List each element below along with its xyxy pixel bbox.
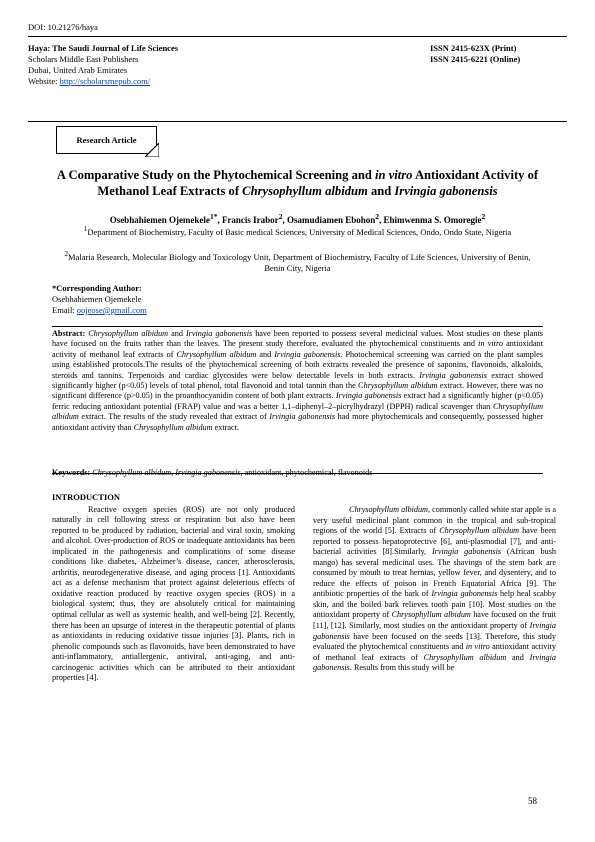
abstract-text: extract. The results of the study revealed that extract of bbox=[78, 412, 270, 422]
affiliation-2 bbox=[60, 249, 535, 274]
intro-text: have focused on the fruit [11], [12]. Similarly, most studies on the antioxidant property of bbox=[313, 610, 556, 631]
article-title bbox=[40, 168, 555, 199]
email-link[interactable]: oojeose@gmail.com bbox=[76, 305, 147, 315]
title-species1: Chrysophyllum albidum bbox=[242, 183, 368, 198]
keywords-rest: , antioxidant, phytochemical, flavonoids bbox=[240, 468, 373, 477]
email-label: Email: bbox=[52, 305, 77, 315]
abstract-text: had more phytochemicals and consequently, possessed higher antioxidant activity than bbox=[52, 412, 543, 432]
corresponding-author bbox=[52, 283, 147, 316]
abstract-text: and bbox=[256, 349, 275, 359]
website-label: Website: bbox=[28, 76, 60, 86]
author-name: Ehimwenma S. Omoregie bbox=[383, 215, 482, 225]
affiliation-sup: 1 bbox=[83, 225, 88, 233]
issn-block bbox=[430, 43, 520, 65]
abstract-text: extract. However, there was no significant difference (p>0.05) in the proanthocyanidin content of both plant extracts. bbox=[52, 381, 543, 401]
species-name: Irvingia gabonensis. bbox=[274, 349, 343, 359]
abstract-text: and bbox=[168, 329, 186, 338]
author-sup: 1* bbox=[209, 212, 218, 221]
author-sup: 2 bbox=[481, 212, 486, 221]
author-name: Osamudiamen Ebohon bbox=[286, 215, 376, 225]
keywords bbox=[52, 468, 543, 477]
intro-text: antioxidant activity of methanol leaf extracts of bbox=[313, 642, 556, 662]
keywords-species: Chrysophyllum albidum, Irvingia gabonensis bbox=[90, 468, 241, 477]
author-list: Osebhahiemen Ojemekele$^{1*}$, Francis Irabor$^2$, Osamudiamen Ebohon$^2$, Ehimwenma S. Omoregie$^2$ bbox=[109, 212, 486, 225]
affiliation-text: Department of Biochemistry, Faculty of Basic medical Sciences, University of Medical Sciences, Ondo, Ondo State, Nigeria bbox=[87, 226, 512, 237]
author-sup: 2 bbox=[278, 212, 283, 221]
affiliation-text: Malaria Research, Molecular Biology and Toxicology Unit, Department of Biochemistry, Faculty of Life Sciences, University of Benin, Benin City, Nigeria bbox=[68, 251, 531, 273]
article-type-box bbox=[56, 126, 157, 154]
section-heading: INTRODUCTION bbox=[52, 492, 121, 502]
species-name: Chrysophyllum albidum bbox=[133, 422, 213, 432]
intro-text: help heal scabby skin, and the boiled bark relieves tooth pain [10]. Most studies on the antioxidant property of bbox=[313, 589, 556, 620]
abstract-text: antioxidant activity of methanol leaf extracts of bbox=[52, 339, 543, 359]
intro-text: and bbox=[506, 652, 530, 662]
species-name: Irvingia gabonensis bbox=[313, 652, 556, 673]
author-name: Osebhahiemen Ojemekele bbox=[109, 215, 210, 225]
in-vitro-term: in vitro bbox=[478, 339, 503, 349]
author-sup: 2 bbox=[375, 212, 379, 221]
title-in-vitro: in vitro bbox=[375, 168, 413, 182]
abstract-text: Photochemical screening was carried on the plant samples using established protocols.The results of the phytochemical screening of both extracts revealed the presence of saponins, flavonoids, alkaloids, steroids and tannins. Terpenoids and cardiac glycosides were below detectable levels in both extracts. bbox=[52, 349, 543, 380]
page-fold-icon bbox=[145, 143, 159, 157]
doi: DOI: 10.21276/haya bbox=[28, 22, 98, 32]
species-name: hrysophyllum albidum bbox=[363, 381, 438, 391]
intro-text: have been focused on the seeds [13]. Therefore, this study evaluated the phytochemical constituents and bbox=[313, 631, 556, 652]
header-rule bbox=[28, 36, 567, 37]
title-and: and bbox=[367, 183, 395, 198]
species-name: Irvingia gabonensis bbox=[185, 329, 253, 338]
intro-text: (African bush mango) has several medicinal uses. The shavings of the stem bark are consumed by mouth to treat hernias, yellow fever, and dysentery, and to reduce the effects of poison in French Equatorial Africa [9]. The antibiotic properties of the bark of bbox=[313, 547, 556, 599]
intro-paragraph-2 bbox=[313, 505, 556, 674]
species-name: Irvingia gabonensis bbox=[335, 391, 402, 401]
species-name: Irvingia gabonensis bbox=[431, 547, 502, 557]
intro-paragraph: Reactive oxygen species (ROS) are not only produced naturally in cell following stress or respiration but also have been reported to be produced by radiation, bacterial and viral toxin, smoking and alcohol. Over-production of ROS or inadequate antioxidants has been implicated in the pathogenesis and complications of some disease conditions like diabetes, Alzheimer’s disease, cancer, atherosclerosis, arthritis, neurodegenerative disease, and aging process [1]. Antioxidants act as a defense mechanism that protect against deleterious effects of oxidative reaction produced by reactive oxygen species (ROS) in a biological system; thus, they are absolutely critical for maintaining optimal cellular as well as systemic health, and well-being [2]. Recently, there has been an upsurge of interest in the therapeutic potential of plants as antioxidants in reducing oxidative tissue injuries [3]. Plants, rich in phenolic compounds such as flavonoids, have been demonstrated to have anti-inflammatory, antiallergenic, antiviral, anti-aging, and anti-carcinogenic activities which can be attributed to their antioxidant properties [4]. bbox=[52, 504, 295, 683]
abstract-text: have been reported to possess several medicinal values. Most studies on these plants have focused on the fruits rather than the leaves. The present study therefore, evaluated the phytochemical constituents and bbox=[52, 329, 543, 349]
intro-text: . Results from this study will be bbox=[349, 663, 455, 673]
species-name: Chrysophyllum albidum bbox=[52, 401, 543, 422]
intro-text: , commonly called white star apple is a very useful medicinal plant common in the tropical and sub-tropical regions of the world [5]. Extracts of bbox=[313, 505, 557, 536]
species-name: Chrysophyllum albidum bbox=[176, 349, 257, 359]
affiliation-sup: 2 bbox=[64, 250, 68, 258]
keywords-label: Keywords: bbox=[52, 468, 91, 477]
website-line bbox=[28, 76, 150, 87]
journal-name: Haya: The Saudi Journal of Life Sciences bbox=[28, 43, 179, 53]
intro-left-column bbox=[52, 492, 295, 684]
header-bottom-rule bbox=[28, 121, 567, 122]
publisher-info bbox=[28, 54, 150, 87]
affiliation-1 bbox=[60, 224, 535, 238]
issn-print: ISSN 2415-623X (Print) bbox=[430, 43, 517, 53]
species-name: Chrysophyllum albidum bbox=[88, 329, 169, 338]
corresponding-heading: *Corresponding Author: bbox=[52, 283, 142, 293]
species-name: Irvingia gabonensis bbox=[419, 370, 487, 380]
species-name: Irvingia gabonensis bbox=[431, 589, 498, 599]
abstract-text: extract showed significantly higher (p<0.05) levels of total phenol, total flavonoid and total tannin than the C bbox=[52, 370, 543, 391]
title-part1: A Comparative Study on the Phytochemical Screening and bbox=[56, 168, 376, 182]
article-type: Research Article bbox=[76, 135, 137, 145]
title-part2: Antioxidant Activity of Methanol Leaf Extracts of bbox=[97, 168, 539, 198]
abstract-label: Abstract: bbox=[52, 329, 86, 338]
intro-text: have been reported to possess hepatoprotective [6], anti-plasmodial [7], and anti-bacterial activities [8].Similarly, bbox=[313, 526, 556, 557]
title-species2: Irvingia gabonensis bbox=[394, 183, 498, 198]
in-vitro-term: in vitro bbox=[465, 642, 490, 652]
abstract bbox=[52, 329, 543, 433]
species-name: Chrysophyllum albidum bbox=[349, 505, 428, 514]
author-name: Francis Irabor bbox=[221, 215, 279, 225]
species-name: Irvingia gabonensis bbox=[269, 412, 336, 422]
publisher-name: Scholars Middle East Publishers bbox=[28, 54, 139, 64]
publisher-location: Dubai, United Arab Emirates bbox=[28, 65, 128, 75]
website-link[interactable]: http://scholarsmepub.com/ bbox=[59, 76, 151, 86]
intro-right-column bbox=[313, 505, 556, 674]
abstract-text: extract. bbox=[212, 422, 239, 432]
corresponding-name: Osebhahiemen Ojemekele bbox=[52, 294, 142, 304]
species-name: Chrysophyllum albidum bbox=[391, 610, 471, 620]
page-number: 58 bbox=[528, 796, 537, 806]
species-name: Irvingia gabonensis bbox=[313, 621, 556, 641]
issn-online: ISSN 2415-6221 (Online) bbox=[430, 54, 521, 64]
species-name: Chrysophyllum albidum bbox=[423, 652, 507, 662]
species-name: Chrysophyllum albidum bbox=[439, 526, 520, 536]
abstract-text: extract had a significantly higher (p<0.05) ferric reducing antioxidant potential (FRAP) value and was a better 1,1–diphenyl–2–picrylhydrazyl (DPPH) radical scavenger than bbox=[52, 391, 543, 411]
